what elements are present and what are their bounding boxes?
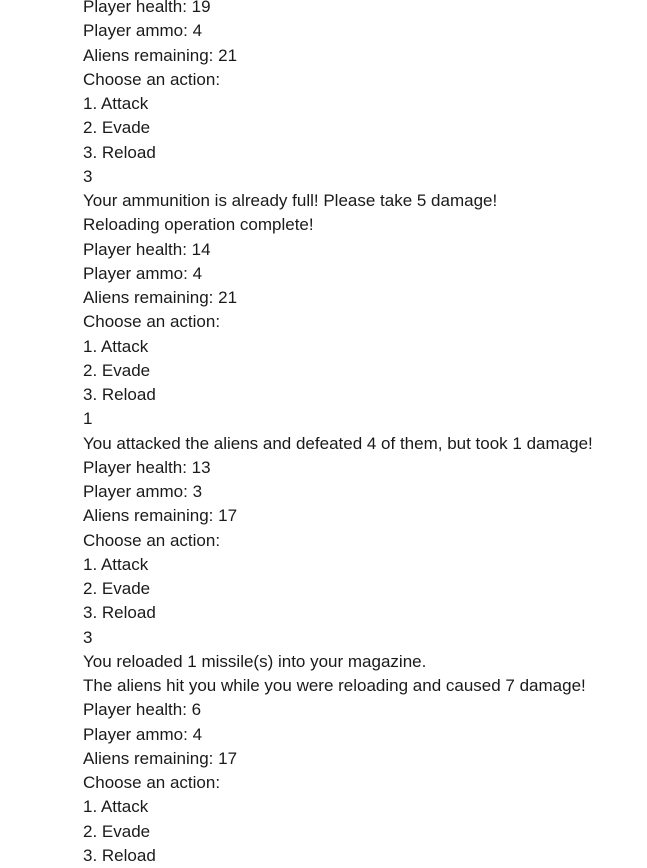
console-line: Aliens remaining: 21 bbox=[83, 45, 238, 65]
console-line: 1. Attack bbox=[83, 94, 149, 113]
console-line: 1. Attack bbox=[83, 797, 149, 817]
console-line: Reloading operation complete! bbox=[83, 215, 314, 235]
console-line: 1 bbox=[83, 409, 93, 429]
console-line: 3. Reload bbox=[83, 385, 156, 404]
console-line: 3 bbox=[83, 166, 93, 186]
console-line: Player ammo: 4 bbox=[83, 724, 203, 744]
console-line: Choose an action: bbox=[83, 312, 221, 332]
console-line: 2. Evade bbox=[83, 821, 151, 841]
console-line: Choose an action: bbox=[83, 530, 221, 550]
console-line: Player health: 13 bbox=[83, 457, 211, 477]
console-line: Aliens remaining: 21 bbox=[83, 288, 238, 307]
console-line: 3 bbox=[83, 627, 93, 647]
console-line: Choose an action: bbox=[83, 773, 221, 792]
console-line: Player health: 19 bbox=[83, 0, 211, 16]
console-line: 2. Evade bbox=[83, 579, 151, 598]
console-line: 2. Evade bbox=[83, 118, 151, 138]
console-line: Aliens remaining: 17 bbox=[83, 748, 238, 768]
console-line: The aliens hit you while you were reloading and caused 7 damage! bbox=[83, 676, 586, 695]
console-line: Player ammo: 4 bbox=[83, 21, 203, 41]
console-line: Your ammunition is already full! Please take 5 damage! bbox=[83, 191, 498, 210]
console-line: Player health: 14 bbox=[83, 239, 211, 259]
console-line: 3. Reload bbox=[83, 142, 156, 162]
console-line: 2. Evade bbox=[83, 360, 151, 380]
console-line: 3. Reload bbox=[83, 845, 156, 865]
console-output bbox=[83, 0, 643, 868]
console-line: Player ammo: 4 bbox=[83, 263, 203, 283]
console-line: 3. Reload bbox=[83, 603, 156, 623]
console-line: You attacked the aliens and defeated 4 of them, but took 1 damage! bbox=[83, 433, 593, 453]
console-line: Player ammo: 3 bbox=[83, 482, 203, 501]
console-line: Choose an action: bbox=[83, 69, 221, 89]
console-line: 1. Attack bbox=[83, 554, 149, 574]
console-line: 1. Attack bbox=[83, 336, 149, 356]
console-line: You reloaded 1 missile(s) into your magazine. bbox=[83, 651, 427, 671]
console-line: Aliens remaining: 17 bbox=[83, 506, 238, 526]
console-line: Player health: 6 bbox=[83, 700, 202, 720]
